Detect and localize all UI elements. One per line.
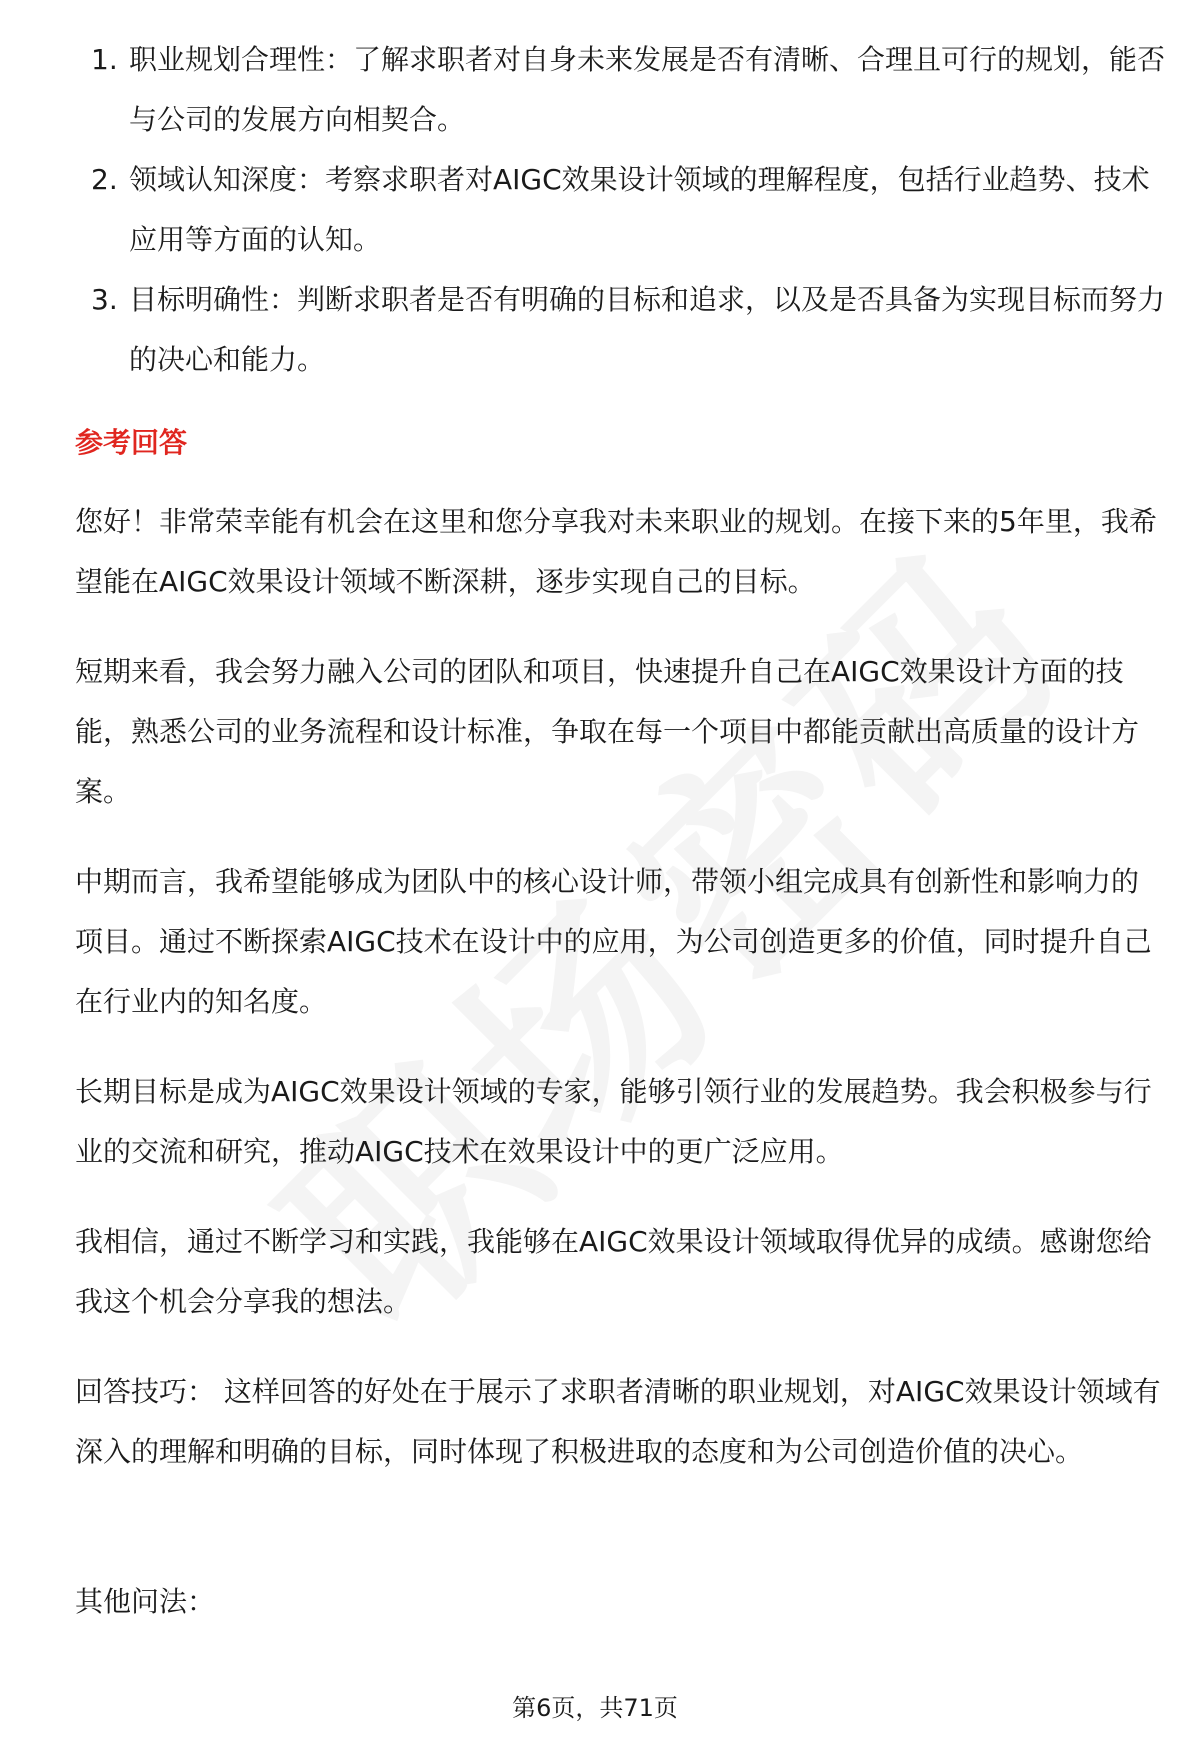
criteria-number: 2. (91, 163, 118, 196)
answer-tips-paragraph: 回答技巧： 这样回答的好处在于展示了求职者清晰的职业规划，对AIGC效果设计领域有深入的理解和明确的目标，同时体现了积极进取的态度和为公司创造价值的决心。 (75, 1375, 1161, 1468)
evaluation-criteria-list (75, 30, 1165, 390)
page-number-footer: 第6页，共71页 (512, 1694, 678, 1722)
other-questions-label: 其他问法： (75, 1585, 216, 1618)
criteria-number: 1. (91, 43, 118, 76)
criteria-text: 领域认知深度：考察求职者对AIGC效果设计领域的理解程度，包括行业趋势、技术应用等方面的认知。 (129, 163, 1150, 256)
answer-paragraph-closing: 我相信，通过不断学习和实践，我能够在AIGC效果设计领域取得优异的成绩。感谢您给我这个机会分享我的想法。 (75, 1225, 1152, 1318)
criteria-text: 职业规划合理性：了解求职者对自身未来发展是否有清晰、合理且可行的规划，能否与公司的发展方向相契合。 (129, 43, 1166, 136)
criteria-item (75, 30, 1165, 150)
answer-paragraph-intro: 您好！非常荣幸能有机会在这里和您分享我对未来职业的规划。在接下来的5年里，我希望能在AIGC效果设计领域不断深耕，逐步实现自己的目标。 (75, 505, 1157, 598)
criteria-number: 3. (91, 283, 118, 316)
answer-paragraph-long-term: 长期目标是成为AIGC效果设计领域的专家，能够引领行业的发展趋势。我会积极参与行业的交流和研究，推动AIGC技术在效果设计中的更广泛应用。 (75, 1075, 1152, 1168)
criteria-text: 目标明确性：判断求职者是否有明确的目标和追求，以及是否具备为实现目标而努力的决心和能力。 (129, 283, 1166, 376)
section-heading: 参考回答 (75, 426, 188, 459)
answer-paragraph-short-term: 短期来看，我会努力融入公司的团队和项目，快速提升自己在AIGC效果设计方面的技能，熟悉公司的业务流程和设计标准，争取在每一个项目中都能贡献出高质量的设计方案。 (75, 655, 1140, 808)
answer-paragraph-mid-term: 中期而言，我希望能够成为团队中的核心设计师，带领小组完成具有创新性和影响力的项目。通过不断探索AIGC技术在设计中的应用，为公司创造更多的价值，同时提升自己在行业内的知名度。 (75, 865, 1152, 1018)
criteria-item (75, 150, 1165, 270)
criteria-item (75, 270, 1165, 390)
